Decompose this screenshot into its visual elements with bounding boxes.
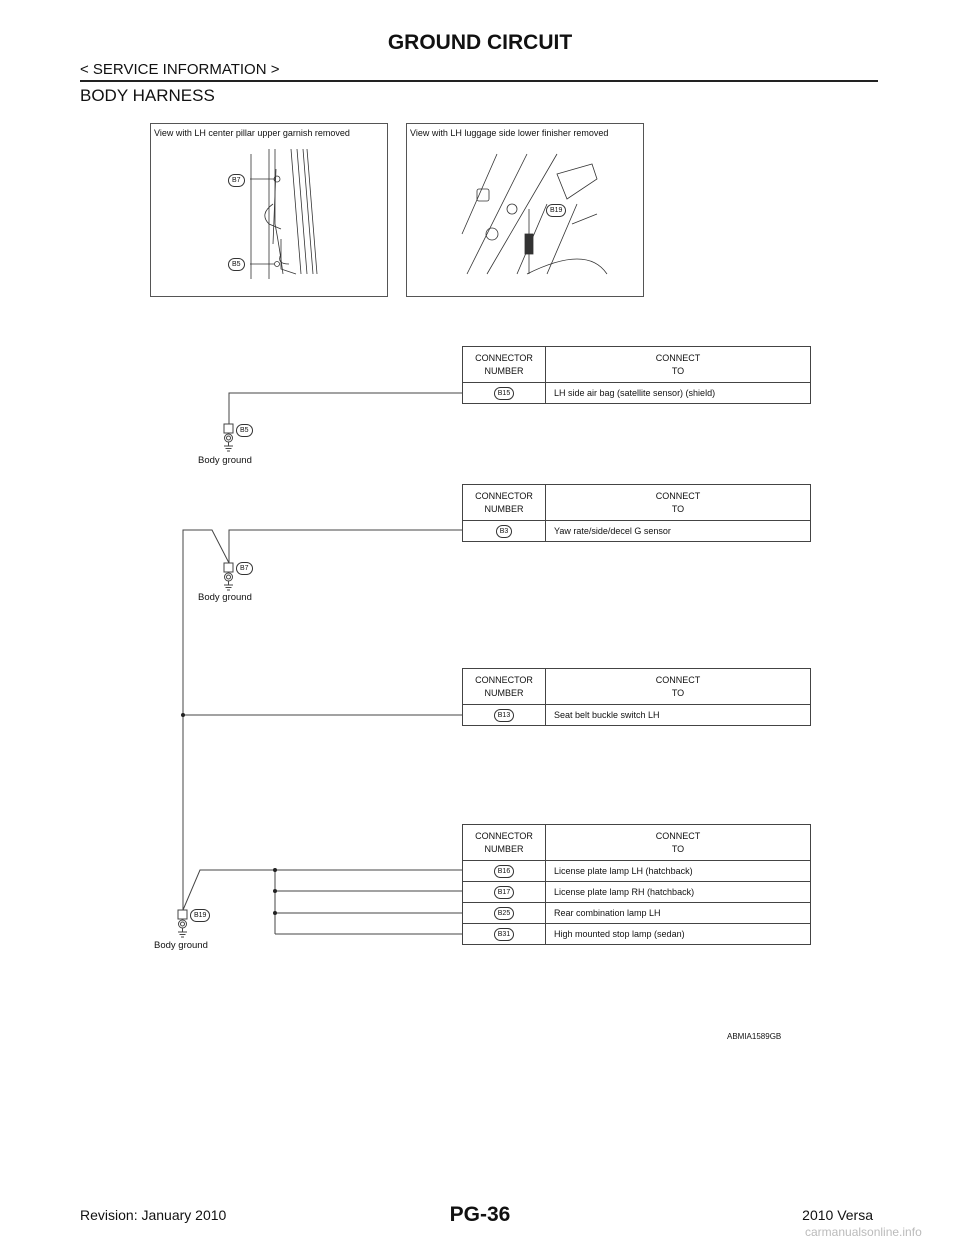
connect-to: Yaw rate/side/decel G sensor — [546, 521, 811, 542]
connector-table-b5 — [462, 346, 811, 404]
connector-id: B3 — [496, 525, 513, 538]
connect-to: Rear combination lamp LH — [546, 903, 811, 924]
connector-id: B13 — [494, 709, 514, 722]
watermark: carmanualsonline.info — [805, 1225, 922, 1239]
connect-to: License plate lamp LH (hatchback) — [546, 861, 811, 882]
connector-id: B25 — [494, 907, 514, 920]
photo-label-b5: B5 — [228, 258, 245, 271]
connect-to: Seat belt buckle switch LH — [546, 705, 811, 726]
table-row — [463, 383, 811, 404]
table-row — [463, 705, 811, 726]
connector-table-b19 — [462, 824, 811, 945]
page-number: PG-36 — [449, 1203, 511, 1226]
photo-caption: View with LH luggage side lower finisher removed — [410, 128, 609, 138]
table-row — [463, 521, 811, 542]
connector-table-b7 — [462, 484, 811, 542]
connector-id: B15 — [494, 387, 514, 400]
ground-label: Body ground — [198, 455, 252, 466]
col-header-connect-to: CONNECT TO — [546, 347, 811, 383]
photo-label-b7: B7 — [228, 174, 245, 187]
ground-symbol-b5-icon — [224, 424, 233, 451]
table-row — [463, 861, 811, 882]
col-header-connector: CONNECTOR NUMBER — [463, 825, 546, 861]
col-header-connect-to: CONNECT TO — [546, 825, 811, 861]
page-title: GROUND CIRCUIT — [387, 31, 573, 54]
ground-symbol-b19-icon — [178, 910, 187, 937]
connector-id: B16 — [494, 865, 514, 878]
wire-b19-trunk — [183, 870, 462, 934]
section-breadcrumb: < SERVICE INFORMATION > — [80, 61, 280, 78]
ground-id-b7: B7 — [236, 562, 253, 575]
table-row — [463, 924, 811, 945]
col-header-connect-to: CONNECT TO — [546, 485, 811, 521]
col-header-connect-to: CONNECT TO — [546, 669, 811, 705]
footer-revision: Revision: January 2010 — [80, 1207, 227, 1223]
connector-id: B31 — [494, 928, 514, 941]
ground-id-b19: B19 — [190, 909, 210, 922]
ground-symbol-b7-icon — [224, 563, 233, 590]
connector-id: B17 — [494, 886, 514, 899]
connect-to: LH side air bag (satellite sensor) (shield) — [546, 383, 811, 404]
ground-label: Body ground — [154, 940, 208, 951]
table-row — [463, 882, 811, 903]
col-header-connector: CONNECTOR NUMBER — [463, 347, 546, 383]
splice-dots — [181, 713, 277, 915]
photo-label-b19: B19 — [546, 204, 566, 217]
wire-b15 — [229, 393, 462, 424]
connect-to: High mounted stop lamp (sedan) — [546, 924, 811, 945]
footer-model: 2010 Versa — [802, 1207, 873, 1223]
photo-caption: View with LH center pillar upper garnish removed — [154, 128, 350, 138]
ground-id-b5: B5 — [236, 424, 253, 437]
subheading: BODY HARNESS — [80, 86, 215, 105]
wire-b3 — [229, 530, 462, 563]
col-header-connector: CONNECTOR NUMBER — [463, 669, 546, 705]
col-header-connector: CONNECTOR NUMBER — [463, 485, 546, 521]
connect-to: License plate lamp RH (hatchback) — [546, 882, 811, 903]
table-row — [463, 903, 811, 924]
wire-b7-b19 — [183, 530, 229, 910]
connector-table-b13 — [462, 668, 811, 726]
ground-label: Body ground — [198, 592, 252, 603]
figure-code: ABMIA1589GB — [727, 1032, 782, 1041]
